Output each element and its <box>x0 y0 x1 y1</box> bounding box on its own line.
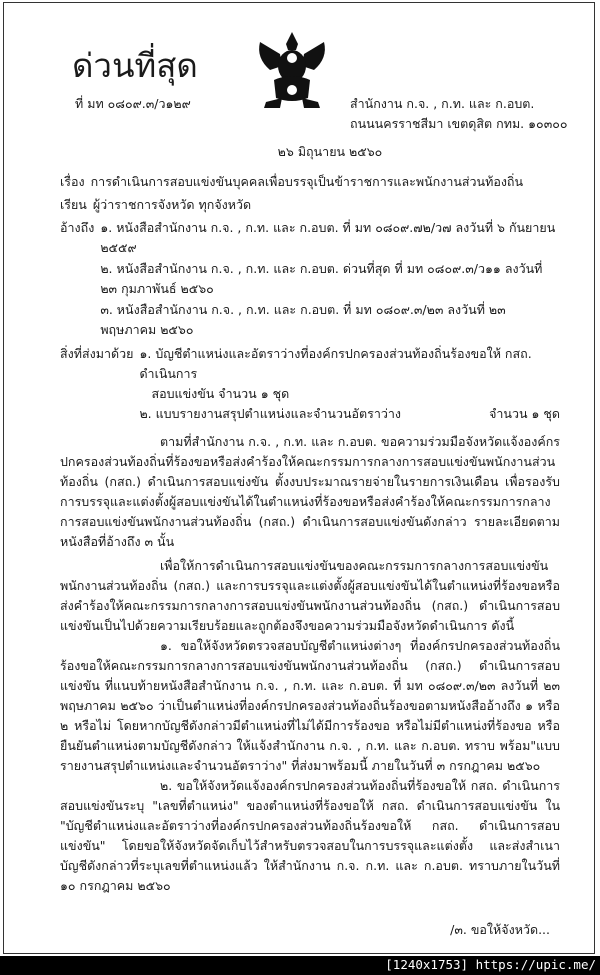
enclosure-item-cont: สอบแข่งขัน จำนวน ๑ ชุด <box>151 386 290 401</box>
body-item-1: ๑. ขอให้จังหวัดตรวจสอบบัญชีตำแหน่งต่างๆ ที่องค์กรปกครองส่วนท้องถิ่นร้องขอให้คณะกรรมการกลางการสอบแข่งขันพนักงานส่วนท้องถิ่น (กสถ.) ดำเนินการสอบแข่งขัน ที่แนบท้ายหนังสือสำนักงาน ก.จ. , ก.ท. และ ก.อบต. ที่ มท ๐๘๐๙.๓/๒๓ ลงวันที่ ๒๓ พฤษภาคม ๒๕๖๐ ว่าเป็นตำแหน่งที่องค์กรปกครองส่วนท้องถิ่นร้องขอตามหนังสืออ้างถึง ๑ หรือ ๒ หรือไม่ โดยหากบัญชีดังกล่าวมีตำแหน่งที่ไม่ได้มีการร้องขอ หรือไม่มีตำแหน่งที่ร้องขอ หรือยืนยันตำแหน่งตามบัญชีดังกล่าว ให้แจ้งสำนักงาน ก.จ. , ก.ท. และ ก.อบต. ทราบ พร้อม"แบบรายงานสรุปตำแหน่งและจำนวนอัตราว่าง" ที่ส่งมาพร้อมนี้ ภายในวันที่ ๓ กรกฎาคม ๒๕๖๐ <box>60 638 560 773</box>
enclosures-label: สิ่งที่ส่งมาด้วย <box>60 346 134 361</box>
subject-text: การดำเนินการสอบแข่งขันบุคคลเพื่อบรรจุเป็นข้าราชการและพนักงานส่วนท้องถิ่น <box>90 174 524 189</box>
reference-item: ๑. หนังสือสำนักงาน ก.จ. , ก.ท. และ ก.อบต. ที่ มท ๐๘๐๙.๗๒/ว๗ ลงวันที่ ๖ กันยายน ๒๕๕๙ <box>100 220 556 255</box>
continuation-note: /๓. ขอให้จังหวัด... <box>450 922 550 937</box>
enclosures-row <box>60 344 560 424</box>
reference-item: ๒. หนังสือสำนักงาน ก.จ. , ก.ท. และ ก.อบต. ด่วนที่สุด ที่ มท ๐๘๐๙.๓/ว๑๑ ลงวันที่ ๒๓ กุมภาพันธ์ ๒๕๖๐ <box>100 261 543 296</box>
letter-content <box>60 0 560 940</box>
document-date: ๒๖ มิถุนายน ๒๕๖๐ <box>277 144 383 159</box>
subject-row <box>60 172 560 192</box>
subject-label: เรื่อง <box>60 174 85 189</box>
office-name: สำนักงาน ก.จ. , ก.ท. และ ก.อบต. <box>350 96 535 111</box>
enclosure-quantity: จำนวน ๑ ชุด <box>489 406 560 421</box>
body-item-2: ๒. ขอให้จังหวัดแจ้งองค์กรปกครองส่วนท้องถิ่นที่ร้องขอให้ กสถ. ดำเนินการสอบแข่งขันระบุ "เลขที่ตำแหน่ง" ของตำแหน่งที่ร้องขอให้ กสถ. ดำเนินการสอบแข่งขัน ใน "บัญชีตำแหน่งและอัตราว่างที่องค์กรปกครองส่วนท้องถิ่นร้องขอให้ กสถ. ดำเนินการสอบแข่งขัน" โดยขอให้จังหวัดจัดเก็บไว้สำหรับตรวจสอบในการบรรจุและแต่งตั้ง และส่งสำเนาบัญชีดังกล่าวที่ระบุเลขที่ตำแหน่งแล้ว ให้สำนักงาน ก.จ. ก.ท. และ ก.อบต. ทราบภายในวันที่ ๑๐ กรกฎาคม ๒๕๖๐ <box>60 778 560 893</box>
recipient-text: ผู้ว่าราชการจังหวัด ทุกจังหวัด <box>92 197 252 212</box>
body-paragraph: ตามที่สำนักงาน ก.จ. , ก.ท. และ ก.อบต. ขอความร่วมมือจังหวัดแจ้งองค์กรปกครองส่วนท้องถิ่นที่ร้องขอหรือส่งคำร้องให้คณะกรรมการกลางการสอบแข่งขันพนักงานส่วนท้องถิ่น (กสถ.) ดำเนินการสอบแข่งขัน ตั้งงบประมาณรายจ่ายในรายการเงินเดือน เพื่อรองรับการบรรจุและแต่งตั้งผู้สอบแข่งขันได้ในตำแหน่งที่ร้องขอหรือส่งคำร้องให้คณะกรรมการกลางการสอบแข่งขันพนักงานส่วนท้องถิ่น (กสถ.) ดำเนินการสอบแข่งขันดังกล่าว รายละเอียดตามหนังสือที่อ้างถึง ๓ นั้น <box>60 434 560 549</box>
image-info-text: [1240x1753] https://upic.me/ <box>385 957 596 972</box>
enclosure-item-2-row <box>139 404 560 424</box>
office-street: ถนนนครราชสีมา เขตดุสิต กทม. ๑๐๓๐๐ <box>350 116 568 131</box>
letter-body <box>60 432 560 896</box>
recipient-label: เรียน <box>60 197 87 212</box>
body-paragraph: เพื่อให้การดำเนินการสอบแข่งขันของคณะกรรมการกลางการสอบแข่งขันพนักงานส่วนท้องถิ่น (กสถ.) และการบรรจุและแต่งตั้งผู้สอบแข่งขันได้ในตำแหน่งที่ร้องขอหรือส่งคำร้องให้คณะกรรมการกลางการสอบแข่งขันพนักงานส่วนท้องถิ่น (กสถ.) ดำเนินการสอบแข่งขันเป็นไปด้วยความเรียบร้อยและถูกต้องจึงขอความร่วมมือจังหวัดดำเนินการ ดังนี้ <box>60 558 560 633</box>
enclosure-item: ๒. แบบรายงานสรุปตำแหน่งและจำนวนอัตราว่าง <box>139 406 402 421</box>
references-label: อ้างถึง <box>60 220 95 235</box>
urgency-heading: ด่วนที่สุด <box>72 46 198 85</box>
recipient-row <box>60 195 560 215</box>
enclosures-list <box>139 344 560 424</box>
document-number: ที่ มท ๐๘๐๙.๓/ว๑๒๙ <box>75 96 191 111</box>
references-row <box>60 218 560 341</box>
enclosure-item: ๑. บัญชีตำแหน่งและอัตราว่างที่องค์กรปกครองส่วนท้องถิ่นร้องขอให้ กสถ. ดำเนินการ <box>139 346 532 381</box>
reference-item: ๓. หนังสือสำนักงาน ก.จ. , ก.ท. และ ก.อบต. ที่ มท ๐๘๐๙.๓/๒๓ ลงวันที่ ๒๓ พฤษภาคม ๒๕๖๐ <box>100 302 506 337</box>
references-list <box>100 218 560 341</box>
image-info-bar <box>0 956 600 975</box>
